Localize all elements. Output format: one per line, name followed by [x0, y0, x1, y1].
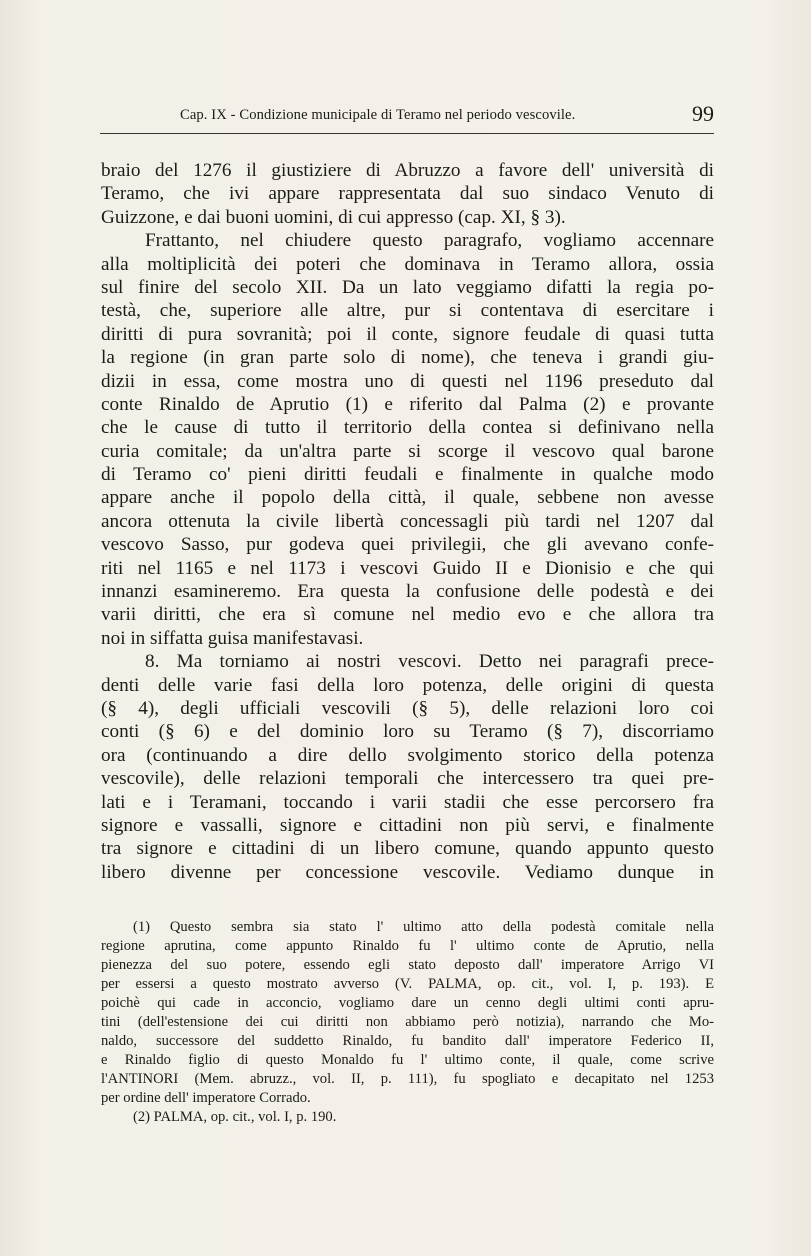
footnote-line: regione aprutina, come appunto Rinaldo fu l' ultimo conte de Aprutio, nella — [101, 938, 714, 954]
text-line: Frattanto, nel chiudere questo paragrafo, vogliamo accennare — [145, 230, 714, 252]
footnotes — [101, 918, 714, 1127]
text-line: ancora ottenuta la civile libertà concessagli più tardi nel 1207 dal — [101, 510, 714, 532]
footnote-line: poichè qui cade in acconcio, vogliamo dare un cenno degli ultimi conti apru- — [101, 995, 714, 1011]
text-line: vescovile), delle relazioni temporali che intercessero tra quei pre- — [101, 768, 714, 790]
footnote-line: per ordine dell' imperatore Corrado. — [101, 1090, 311, 1106]
footnote-line: per essersi a questo mostrato avverso (V. PALMA, op. cit., vol. I, p. 193). E — [101, 976, 714, 992]
text-line: ora (continuando a dire dello svolgimento storico della potenza — [101, 744, 714, 766]
text-line: che le cause di tutto il territorio della contea si definivano nella — [101, 417, 714, 439]
text-line: noi in siffatta guisa manifestavasi. — [101, 627, 364, 649]
footnote-line: (2) PALMA, op. cit., vol. I, p. 190. — [133, 1109, 337, 1125]
text-line: la regione (in gran parte solo di nome), che teneva i grandi giu- — [101, 347, 714, 369]
text-line: innanzi esamineremo. Era questa la confusione delle podestà e dei — [101, 581, 714, 603]
text-line: Teramo, che ivi appare rappresentata dal suo sindaco Venuto di — [101, 183, 714, 205]
text-line: sul finire del secolo XII. Da un lato veggiamo difatti la regia po- — [101, 276, 714, 298]
text-line: (§ 4), degli ufficiali vescovili (§ 5), delle relazioni loro coi — [101, 697, 714, 719]
text-line: appare anche il popolo della città, il quale, sebbene non avesse — [101, 487, 714, 509]
text-line: tra signore e cittadini di un libero comune, quando appunto questo — [101, 838, 714, 860]
text-line: conte Rinaldo de Aprutio (1) e riferito dal Palma (2) e provante — [101, 393, 714, 415]
footnote-line: (1) Questo sembra sia stato l' ultimo atto della podestà comitale nella — [133, 919, 714, 935]
text-line: conti (§ 6) e del dominio loro su Teramo (§ 7), discorriamo — [101, 721, 714, 743]
footnote-line: tini (dell'estensione dei cui diritti non abbiamo però notizia), narrando che Mo- — [101, 1014, 714, 1030]
text-line: signore e vassalli, signore e cittadini non più servi, e finalmente — [101, 814, 714, 836]
footnote-line: e Rinaldo figlio di questo Monaldo fu l' ultimo conte, il quale, come scrive — [101, 1052, 714, 1068]
running-title: Cap. IX - Condizione municipale di Teramo nel periodo vescovile. — [180, 107, 576, 123]
text-line: denti delle varie fasi della loro potenza, delle origini di questa — [101, 674, 714, 696]
text-line: varii diritti, che era sì comune nel medio evo e che allora tra — [101, 604, 714, 626]
footnote-line: pienezza del suo potere, essendo egli stato deposto dall' imperatore Arrigo VI — [101, 957, 714, 973]
text-line: alla moltiplicità dei poteri che dominava in Teramo allora, ossia — [101, 253, 714, 275]
running-header — [100, 101, 714, 134]
text-line: lati e i Teramani, toccando i varii stadii che esse percorsero fra — [101, 791, 714, 813]
text-line: dizii in essa, come mostra uno di questi nel 1196 preseduto dal — [101, 370, 714, 392]
footnote-line: naldo, successore del suddetto Rinaldo, fu bandito dall' imperatore Federico II, — [101, 1033, 714, 1049]
text-line: Guizzone, e dai buoni uomini, di cui appresso (cap. XI, § 3). — [101, 206, 566, 228]
text-line: riti nel 1165 e nel 1173 i vescovi Guido II e Dionisio e che qui — [101, 557, 714, 579]
page-number: 99 — [692, 101, 714, 126]
text-line: testà, che, superiore alle altre, pur si contentava di esercitare i — [101, 300, 714, 322]
text-line: curia comitale; da un'altra parte si scorge il vescovo qual barone — [101, 440, 714, 462]
text-line: diritti di pura sovranità; poi il conte, signore feudale di quasi tutta — [101, 323, 714, 345]
body-text — [101, 159, 714, 884]
text-line: libero divenne per concessione vescovile. Vediamo dunque in — [101, 861, 714, 883]
text-line: di Teramo co' pieni diritti feudali e finalmente in qualche modo — [101, 464, 714, 486]
text-line: 8. Ma torniamo ai nostri vescovi. Detto nei paragrafi prece- — [145, 651, 714, 673]
footnote-line: l'ANTINORI (Mem. abruzz., vol. II, p. 111), fu spogliato e decapitato nel 1253 — [101, 1071, 714, 1087]
text-line: braio del 1276 il giustiziere di Abruzzo a favore dell' università di — [101, 160, 714, 181]
text-line: vescovo Sasso, pur godeva quei privilegii, che gli avevano confe- — [101, 534, 714, 556]
